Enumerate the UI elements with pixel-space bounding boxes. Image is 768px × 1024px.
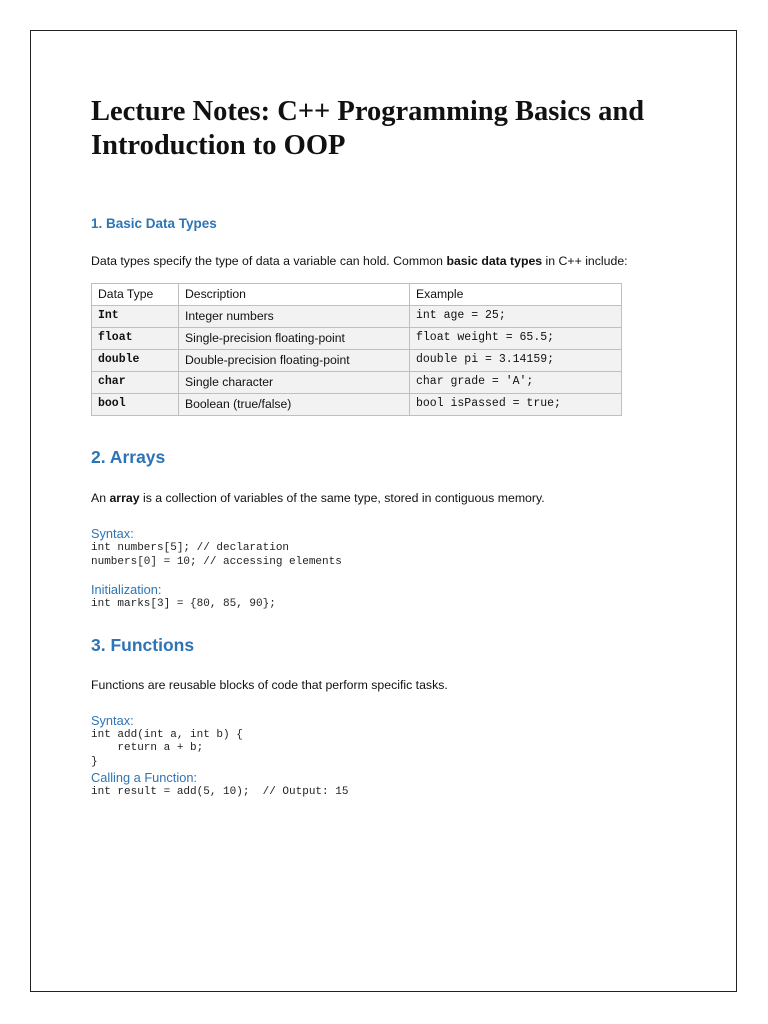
cell-example: int age = 25; bbox=[410, 306, 622, 328]
cell-data-type: Int bbox=[92, 306, 179, 328]
title-line-1: Lecture Notes: C++ Programming Basics and bbox=[91, 96, 645, 127]
column-header-example: Example bbox=[410, 284, 622, 306]
table-row bbox=[92, 328, 622, 350]
arrays-text-before: An bbox=[91, 491, 110, 505]
section-heading-basic-data-types: 1. Basic Data Types bbox=[91, 216, 217, 231]
cell-data-type: bool bbox=[92, 394, 179, 416]
cell-example: char grade = 'A'; bbox=[410, 372, 622, 394]
cell-description: Single character bbox=[179, 372, 410, 394]
cell-example: bool isPassed = true; bbox=[410, 394, 622, 416]
column-header-description: Description bbox=[179, 284, 410, 306]
arrays-initialization-label: Initialization: bbox=[91, 582, 162, 597]
intro-text-after: in C++ include: bbox=[542, 254, 628, 268]
functions-syntax-code: int add(int a, int b) { return a + b; } bbox=[91, 728, 243, 768]
table-row bbox=[92, 372, 622, 394]
cell-data-type: float bbox=[92, 328, 179, 350]
table-row bbox=[92, 350, 622, 372]
basic-data-types-intro bbox=[91, 253, 691, 269]
title-line-2: Introduction to OOP bbox=[91, 130, 346, 161]
arrays-initialization-code: int marks[3] = {80, 85, 90}; bbox=[91, 598, 276, 610]
arrays-syntax-code: int numbers[5]; // declaration numbers[0] = 10; // accessing elements bbox=[91, 542, 342, 568]
arrays-text-bold: array bbox=[109, 491, 140, 505]
arrays-syntax-label: Syntax: bbox=[91, 526, 134, 541]
intro-text-bold: basic data types bbox=[446, 254, 543, 268]
cell-description: Integer numbers bbox=[179, 306, 410, 328]
arrays-intro bbox=[91, 490, 691, 506]
section-heading-arrays: 2. Arrays bbox=[91, 447, 166, 467]
cell-example: float weight = 65.5; bbox=[410, 328, 622, 350]
page-title bbox=[91, 95, 691, 163]
cell-description: Double-precision floating-point bbox=[179, 350, 410, 372]
cell-data-type: char bbox=[92, 372, 179, 394]
intro-text-before: Data types specify the type of data a variable can hold. Common bbox=[91, 254, 447, 268]
functions-intro: Functions are reusable blocks of code that perform specific tasks. bbox=[91, 677, 448, 692]
document-page bbox=[30, 30, 737, 992]
calling-function-label: Calling a Function: bbox=[91, 770, 197, 785]
page-content bbox=[91, 95, 691, 800]
cell-description: Boolean (true/false) bbox=[179, 394, 410, 416]
table-header-row bbox=[92, 284, 622, 306]
section-heading-functions: 3. Functions bbox=[91, 634, 195, 655]
table-row bbox=[92, 306, 622, 328]
data-types-table bbox=[91, 283, 622, 416]
arrays-text-after: is a collection of variables of the same type, stored in contiguous memory. bbox=[139, 491, 545, 505]
column-header-data-type: Data Type bbox=[92, 284, 179, 306]
cell-data-type: double bbox=[92, 350, 179, 372]
cell-example: double pi = 3.14159; bbox=[410, 350, 622, 372]
functions-syntax-label: Syntax: bbox=[91, 712, 134, 728]
calling-function-code: int result = add(5, 10); // Output: 15 bbox=[91, 786, 349, 798]
cell-description: Single-precision floating-point bbox=[179, 328, 410, 350]
table-row bbox=[92, 394, 622, 416]
